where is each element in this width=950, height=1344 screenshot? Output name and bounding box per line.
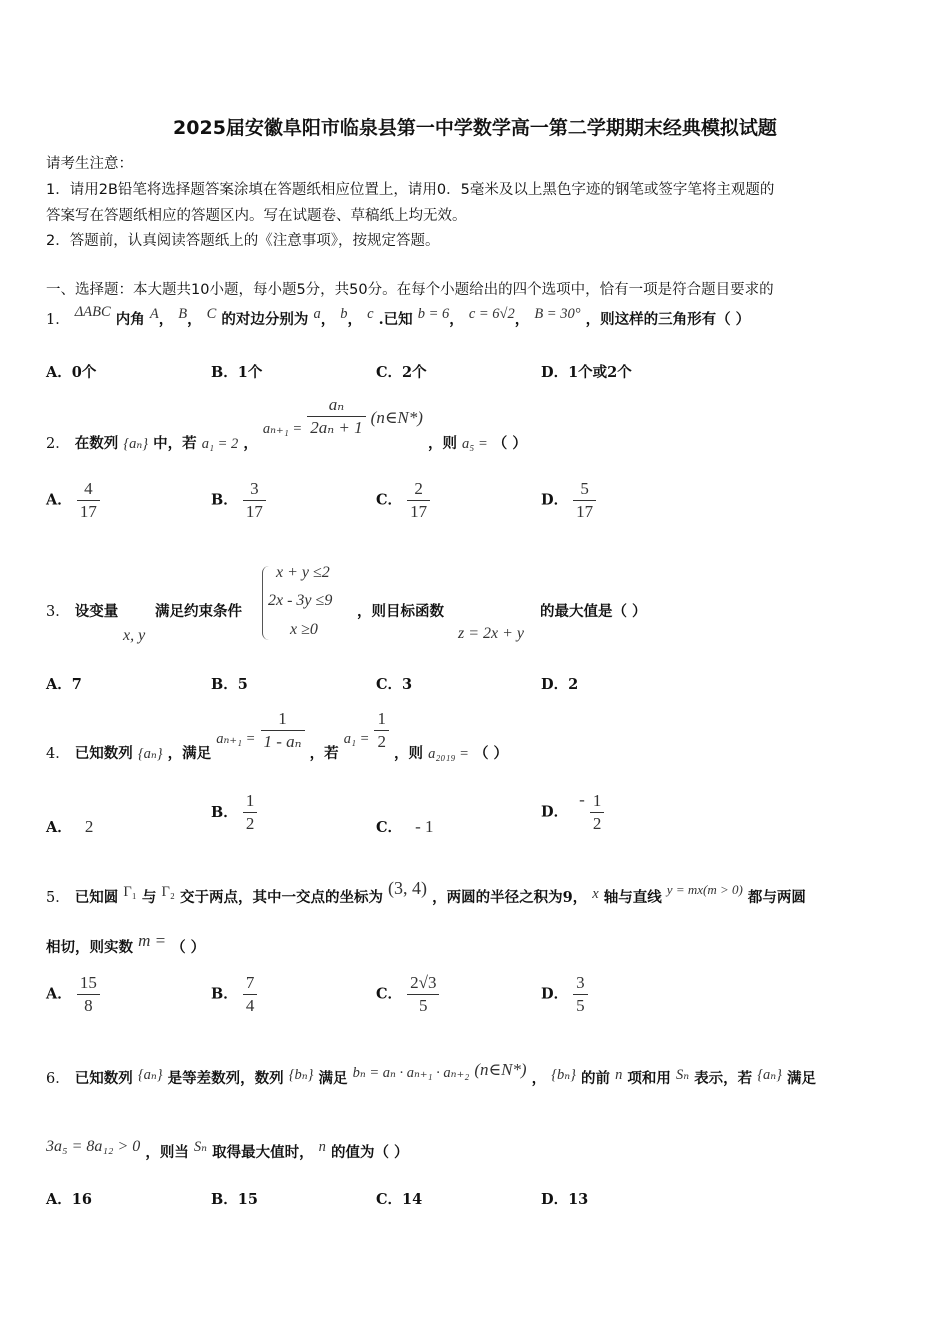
math-sequence: {aₙ} [137,745,163,762]
question-text: 的前 [581,1070,610,1087]
objective-function: z = 2x + y [458,625,525,642]
question-number: 6． [46,1071,70,1087]
option-b-fraction: $\frac{3}{17}$ [243,478,266,523]
notice-item-1: 1．请用2B铅笔将选择题答案涂填在答题纸相应位置上，请用0．5毫米及以上黑色字迹的钢笔或签字笔将主观题的 [46,182,775,198]
option-a[interactable]: A． 2 [46,817,94,836]
math-product: bₙ = aₙ · aₙ₊₁ · aₙ₊₂ [352,1065,470,1081]
question-5-cont [46,931,206,957]
math-recurrence-lhs: aₙ₊₁ = [262,420,303,437]
option-d[interactable]: D． $\frac{3}{5}$ [541,972,588,1017]
question-text: 表示，若 [694,1070,753,1087]
math-sequence: {bₙ} [551,1067,576,1083]
math-var: x [592,886,599,902]
section-header: 一、选择题：本大题共10小题，每小题5分，共50分。在每个小题给出的四个选项中，恰有一项是符合题目要求的 [46,282,774,298]
math-var: B [178,306,188,322]
math-circle-1: Γ₁ [123,884,137,900]
math-sequence: {aₙ} [757,1067,782,1083]
option-b[interactable]: B． $\frac{7}{4}$ [211,972,257,1017]
constraint-3: x ≥0 [290,621,318,638]
question-text: ，则 [394,744,424,762]
option-d[interactable]: D． $\frac{5}{17}$ [541,478,596,523]
question-text: ，则 [427,434,457,452]
question-text: （ ） [473,744,509,762]
math-triangle: ΔABC [74,304,111,320]
math-ask: a₂₀₁₉ = [428,745,469,762]
question-text: 满足 [787,1070,816,1087]
option-b[interactable]: B．5 [211,676,248,693]
math-circle-2: Γ₂ [161,884,175,900]
math-var: c [367,306,374,322]
question-text: 轴与直线 [603,889,662,906]
option-a-fraction: $\frac{15}{8}$ [77,972,100,1017]
question-text: ， [243,434,258,452]
option-a[interactable]: A．0个 [46,364,97,381]
question-2 [46,395,527,452]
math-sequence: {bₙ} [288,1067,314,1083]
option-b-fraction: $\frac{7}{4}$ [243,972,258,1017]
question-number: 1． [46,312,70,328]
notice-heading: 请考生注意： [46,156,133,172]
question-text: 的值为（ ） [330,1144,409,1161]
math-initial-fraction: $\frac{1}{2}$ [374,708,389,753]
math-ask: m = [138,931,167,950]
question-text: ， [531,1070,547,1087]
math-sequence: {aₙ} [137,1067,163,1083]
question-text: 相切，则实数 [46,939,133,956]
math-var: n [318,1139,326,1155]
question-number: 3． [46,604,70,620]
option-d[interactable]: D．2 [541,676,579,693]
option-c[interactable]: C．2个 [376,364,427,381]
math-condition: 3a₅ = 8a₁₂ > 0 [46,1138,141,1155]
option-a[interactable]: A．7 [46,676,82,693]
math-condition: b = 6 [417,306,450,322]
math-recurrence-fraction: $\frac{\text{aₙ}}{\text{2aₙ + 1}}$ [307,394,365,439]
question-1: 1． ΔABC 内角 A， B， C 的对边分别为 a， b， c .已知 b = 6， c = 6√2， B = 30° ，则这样的三角形有（ ） [46,304,751,328]
math-var: n [615,1067,623,1083]
question-text: （ ） [492,434,527,452]
math-condition: B = 30° [534,306,581,322]
constraint-1: x + y ≤2 [276,564,330,581]
math-sum: Sₙ [675,1067,690,1083]
math-recurrence-cond: (n∈N*) [370,407,423,427]
question-text: 交于两点，其中一交点的坐标为 [179,889,383,906]
math-var: a [313,306,321,322]
question-text: 已知圆 [74,889,119,906]
question-text: ，则目标函数 [357,603,444,620]
question-text: 的最大值是（ ） [540,603,647,620]
question-text: 都与两圆 [747,889,806,906]
option-d-fraction: $\frac{5}{17}$ [573,478,596,523]
math-var: C [206,306,217,322]
option-d[interactable]: D．1个或2个 [541,364,632,381]
option-a[interactable]: A． $\frac{4}{17}$ [46,478,100,523]
question-5 [46,878,806,907]
question-text: ，若 [309,744,339,762]
option-b[interactable]: B． $\frac{3}{17}$ [211,478,266,523]
question-text: ，则当 [145,1144,189,1161]
question-text: 设变量 [74,603,119,620]
question-text: .已知 [378,311,413,328]
math-sum: Sₙ [193,1139,208,1155]
question-text: 中，若 [153,434,197,452]
option-c-fraction: $\frac{2√3}{5}$ [407,972,439,1017]
question-6 [46,1060,816,1088]
option-c-fraction: $\frac{2}{17}$ [407,478,430,523]
question-text: 满足约束条件 [155,603,242,620]
question-number: 4． [46,745,70,762]
option-c[interactable]: C．14 [376,1191,423,1208]
option-d[interactable]: D．13 [541,1191,589,1208]
question-3 [46,600,118,621]
math-ask: a₅ = [462,435,488,452]
option-c[interactable]: C． - 1 [376,817,434,836]
option-b[interactable]: B．15 [211,1191,258,1208]
question-text: 内角 [115,311,145,328]
math-recurrence-lhs: aₙ₊₁ = [216,730,256,747]
question-text: ，两圆的半径之积为9， [432,889,588,906]
question-text: 取得最大值时， [212,1144,314,1161]
option-b[interactable]: B． $\frac{1}{2}$ [211,790,257,835]
option-c[interactable]: C． $\frac{2}{17}$ [376,478,430,523]
math-variables: x, y [123,627,146,644]
option-a[interactable]: A．16 [46,1191,92,1208]
question-text: ，则这样的三角形有（ ） [585,311,751,328]
option-a-fraction: $\frac{4}{17}$ [77,478,100,523]
option-b-fraction: $\frac{1}{2}$ [243,790,258,835]
math-condition: (n∈N*) [474,1060,527,1079]
option-b[interactable]: B．1个 [211,364,263,381]
option-c[interactable]: C． $\frac{2√3}{5}$ [376,972,439,1017]
question-number: 5． [46,890,70,906]
question-text: 的对边分别为 [221,311,309,328]
question-6-cont [46,1138,409,1162]
question-text: 是等差数列，数列 [167,1070,284,1087]
constraint-2: 2x - 3y ≤9 [268,592,333,609]
notice-item-1-cont: 答案写在答题纸相应的答题区内。写在试题卷、草稿纸上均无效。 [46,208,467,224]
math-initial: a₁ = 2 [201,435,239,452]
option-d[interactable]: D． - $\frac{1}{2}$ [541,790,604,835]
question-text: 满足 [318,1070,348,1087]
notice-item-2: 2．答题前，认真阅读答题纸上的《注意事项》，按规定答题。 [46,233,440,249]
question-text: 在数列 [74,434,119,452]
math-var: A [149,306,159,322]
math-condition: c = 6√2 [468,306,515,322]
math-recurrence-fraction: $\frac{1}{\text{1 - aₙ}}$ [261,708,305,753]
option-c[interactable]: C．3 [376,676,413,693]
option-d-fraction: $\frac{3}{5}$ [573,972,588,1017]
question-text: 已知数列 [74,744,133,762]
option-d-fraction: $\frac{1}{2}$ [590,790,605,835]
math-initial-lhs: a₁ = [343,730,370,747]
question-text: 项和用 [627,1070,671,1087]
question-number: 2． [46,435,70,452]
math-var: b [340,306,348,322]
question-text: 与 [141,889,157,906]
question-text: 已知数列 [74,1070,133,1087]
page-title: 2025届安徽阜阳市临泉县第一中学数学高一第二学期期末经典模拟试题 [173,117,777,139]
math-point: (3, 4) [388,878,428,898]
math-line: y = mx(m > 0) [666,882,743,897]
question-text: （ ） [171,939,206,956]
math-sequence: {aₙ} [123,435,149,452]
option-a[interactable]: A． $\frac{15}{8}$ [46,972,100,1017]
question-text: ，满足 [167,744,212,762]
question-4 [46,708,509,762]
